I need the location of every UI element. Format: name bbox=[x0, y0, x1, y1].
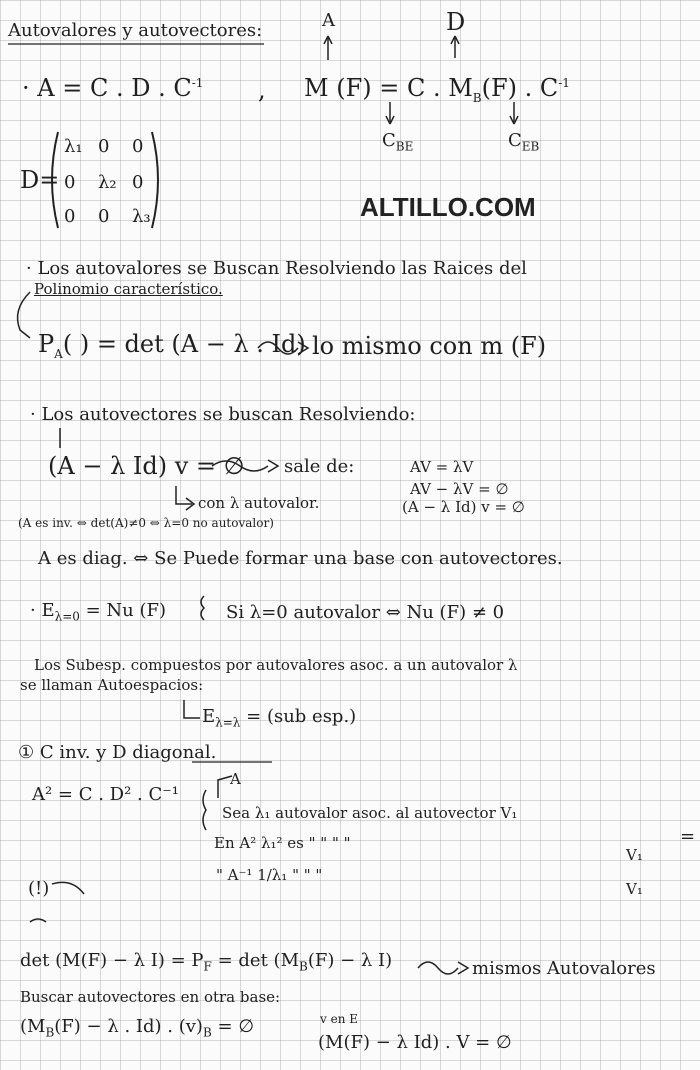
sec1-line1: · Los autovalores se Buscan Resolviendo las Raices del bbox=[26, 258, 527, 279]
eq-mf-text-b: (F) . C bbox=[481, 74, 559, 102]
sec5-en-a2: En A² λ₁² es " " " " bbox=[214, 834, 351, 852]
sec6-mismos: mismos Autovalores bbox=[472, 958, 656, 979]
eq-a-exp: -1 bbox=[191, 76, 204, 90]
sec4-e-sub: λ=λ bbox=[215, 715, 241, 730]
sec2-av2: AV − λV = ∅ bbox=[410, 480, 509, 498]
sec4-e-letter: E bbox=[202, 706, 216, 727]
sec3-e-text: · E bbox=[30, 600, 55, 621]
label-a: A bbox=[322, 10, 335, 31]
sec1-formula-rest: ( ) = det (A − λ . Id) bbox=[62, 330, 306, 358]
sec2-inv-note: (A es inv. ⇔ det(A)≠0 ⇔ λ=0 no autovalor) bbox=[18, 516, 274, 530]
eq-a-cdc bbox=[22, 74, 203, 102]
sec6-mb-sub2: B bbox=[202, 1025, 212, 1040]
sec2-av1: AV = λV bbox=[410, 458, 474, 476]
sec2-con: con λ autovalor. bbox=[198, 494, 320, 512]
sec6-buscar: Buscar autovectores en otra base: bbox=[20, 988, 281, 1006]
sec2-av3: (A − λ Id) v = ∅ bbox=[402, 498, 525, 516]
sec6-mb-text: (M bbox=[20, 1016, 46, 1037]
label-d: D bbox=[446, 8, 466, 36]
sec1-same: lo mismo con m (F) bbox=[312, 332, 547, 360]
sec6-det bbox=[20, 950, 392, 974]
sec2-formula: (A − λ Id) v = ∅ bbox=[48, 452, 245, 480]
sec4-e-rest: = (sub esp.) bbox=[246, 706, 357, 727]
sec5-v1: V₁ bbox=[626, 846, 643, 864]
separator: , bbox=[258, 76, 266, 104]
matrix-d-cell: 0 bbox=[64, 206, 76, 227]
eq-mf-text: M (F) = C . M bbox=[304, 74, 473, 102]
sec6-mb-sub: B bbox=[45, 1025, 55, 1040]
c-be-letter: C bbox=[382, 130, 396, 151]
sec5-head: ① C inv. y D diagonal. bbox=[18, 742, 217, 763]
sec5-eq-mark: = bbox=[680, 826, 696, 847]
sec6-det-sub: F bbox=[203, 959, 212, 974]
matrix-d-cell: 0 bbox=[132, 136, 144, 157]
c-eb-sub: EB bbox=[521, 139, 540, 154]
sec6-mb bbox=[20, 1016, 254, 1040]
sec6-mb-rest: (F) − λ . Id) . (v) bbox=[54, 1016, 203, 1037]
sec3-diag: A es diag. ⇔ Se Puede formar una base con autovectores. bbox=[38, 548, 563, 569]
sec5-sea: Sea λ₁ autovalor asoc. al autovector V₁ bbox=[222, 804, 518, 822]
eq-mf-exp: -1 bbox=[558, 76, 570, 90]
matrix-d-cell: 0 bbox=[132, 172, 144, 193]
matrix-d-cell: 0 bbox=[98, 136, 110, 157]
sec5-en-ainv: " A⁻¹ 1/λ₁ " " " bbox=[216, 866, 323, 884]
matrix-d-cell: λ₃ bbox=[132, 206, 151, 227]
eq-a-text: · A = C . D . C bbox=[22, 74, 192, 102]
c-eb-letter: C bbox=[508, 130, 522, 151]
sec3-e-sub: λ=0 bbox=[54, 609, 80, 624]
sec6-det-rest: = det (M bbox=[217, 950, 299, 971]
sec6-det-text: det (M(F) − λ I) = P bbox=[20, 950, 204, 971]
sec6-det-rest2: (F) − λ I) bbox=[307, 950, 393, 971]
c-be bbox=[382, 130, 413, 154]
eq-mf bbox=[304, 74, 570, 105]
sec1-formula bbox=[38, 330, 306, 361]
sec2-line1: · Los autovectores se buscan Resolviendo: bbox=[30, 404, 416, 425]
sec6-alt: (M(F) − λ Id) . V = ∅ bbox=[318, 1032, 512, 1053]
matrix-d-cell: λ₁ bbox=[64, 136, 83, 157]
sec1-line2: Polinomio característico. bbox=[34, 280, 223, 298]
sec5-excl: (!) bbox=[28, 878, 50, 899]
eq-mf-sub: B bbox=[472, 90, 482, 105]
matrix-d-cell: 0 bbox=[98, 206, 110, 227]
watermark: ALTILLO.COM bbox=[360, 192, 536, 222]
c-be-sub: BE bbox=[395, 139, 414, 154]
sec6-mb-end: = ∅ bbox=[217, 1016, 254, 1037]
sec5-v1b: V₁ bbox=[626, 880, 643, 898]
sec1-formula-sub: A bbox=[54, 346, 63, 361]
sec3-e-rest: = Nu (F) bbox=[85, 600, 167, 621]
sec1-formula-p: P bbox=[38, 330, 55, 358]
matrix-d-label: D= bbox=[20, 166, 60, 194]
sec2-sale: sale de: bbox=[284, 456, 355, 477]
matrix-d-cell: 0 bbox=[64, 172, 76, 193]
sec5-sea-a: A bbox=[230, 770, 241, 788]
sec3-e bbox=[30, 600, 166, 624]
sec4-line1: Los Subesp. compuestos por autovalores asoc. a un autovalor λ bbox=[34, 656, 518, 674]
sec4-e bbox=[202, 706, 356, 730]
sec4-line2: se llaman Autoespacios: bbox=[20, 676, 204, 694]
page-title: Autovalores y autovectores: bbox=[8, 20, 263, 41]
c-eb bbox=[508, 130, 539, 154]
sec6-det-sub2: B bbox=[299, 959, 308, 974]
matrix-d-cell: λ₂ bbox=[98, 172, 117, 193]
sec5-a2: A² = C . D² . C⁻¹ bbox=[32, 784, 179, 805]
sec3-cond: Si λ=0 autovalor ⇔ Nu (F) ≠ 0 bbox=[226, 602, 505, 623]
sec6-ven: v en E bbox=[320, 1012, 358, 1026]
